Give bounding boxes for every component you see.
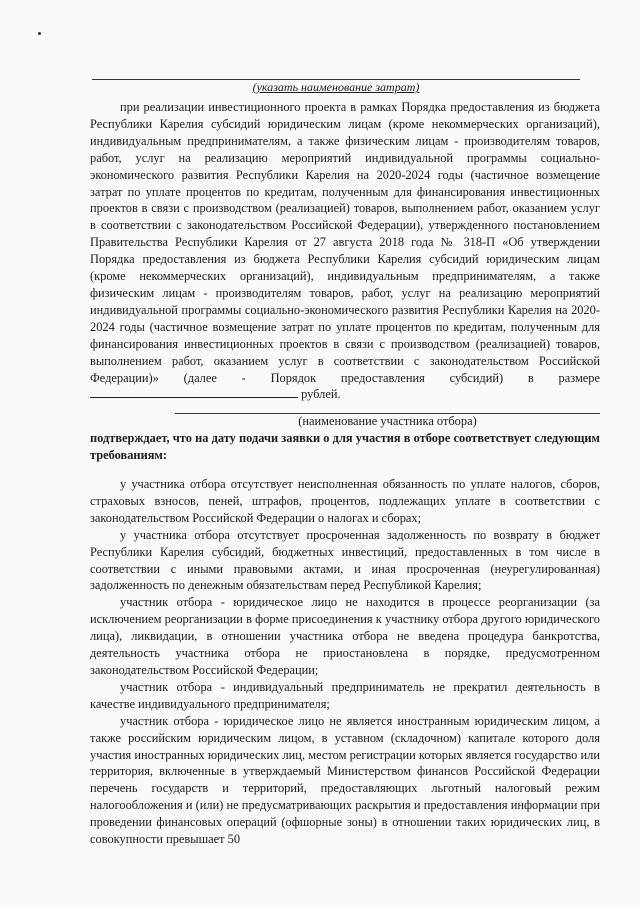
currency-label: рублей. [301, 387, 341, 402]
requirements-list [90, 476, 600, 848]
requirement-item: участник отбора - индивидуальный предприниматель не прекратил деятельность в качестве индивидуального предпринимателя; [90, 679, 600, 711]
expense-name-caption: (указать наименование затрат) [252, 80, 420, 94]
scan-dot [38, 32, 41, 35]
requirement-item: участник отбора - юридическое лицо не находится в процессе реорганизации (за исключением реорганизации в форме присоединения к участнику отбора другого юридического лица), ликвидации, в отношении участника отбора не введена процедура банкротства, деятельность участника отбора не приостановлена в порядке, предусмотренном законодательством Российской Федерации; [90, 595, 600, 677]
intro-paragraph-block [90, 99, 600, 403]
intro-text: при реализации инвестиционного проекта в рамках Порядка предоставления из бюджета Республики Карелия субсидий юридическим лицам (кроме некоммерческих организаций), индивидуальным предпринимателям, а также физическим лицам - производителям товаров, работ, услуг на реализацию мероприятий индивидуальной программы социально-экономического развития Республики Карелия на 2020-2024 годы (частичное возмещение затрат по уплате процентов по кредитам, полученным для финансирования инвестиционных проектов в связи с производством (реализацией) товаров, выполнением работ, оказанием услуг в соответствии с законодательством Российской Федерации), утвержденного постановлением Правительства Республики Карелия от 27 августа 2018 года № 318-П «Об утверждении Порядка предоставления из бюджета Республики Карелия субсидий юридическим лицам (кроме некоммерческих организаций), индивидуальным предпринимателям, а также физическим лицам - производителям товаров, работ, услуг на реализацию мероприятий индивидуальной программы социально-экономического развития Республики Карелия на 2020-2024 годы (частичное возмещение затрат по уплате процентов по кредитам, полученным для финансирования инвестиционных проектов в связи с производством (реализацией) товаров, выполнением работ, оказанием услуг в соответствии с законодательством Российской Федерации)» (далее - Порядок предоставления субсидий) в размере [90, 100, 600, 385]
requirement-item: у участника отбора отсутствует просроченная задолженность по возврату в бюджет Республики Карелия субсидий, бюджетных инвестиций, предоставленных в том числе в соответствии с иными правовыми актами, и иная просроченная (неурегулированная) задолженность по денежным обязательствам перед Республикой Карелия; [90, 527, 600, 593]
amount-fill-line [90, 387, 298, 398]
confirmation-heading: подтверждает, что на дату подачи заявки о для участия в отборе соответствует следующим требованиям: [90, 431, 600, 462]
requirement-item: участник отбора - юридическое лицо не является иностранным юридическим лицом, а также российским юридическим лицом, в уставном (складочном) капитале которого доля участия иностранных юридических лиц, местом регистрации которых является государство или территория, включенные в утверждаемый Министерством финансов Российской Федерации перечень государств и территорий, предоставляющих льготный налоговый режим налогообложения и (или) не предусматривающих раскрытия и предоставления информации при проведении финансовых операций (офшорные зоны) в отношении таких юридических лиц, в совокупности превышает 50 [90, 713, 600, 847]
requirement-item: у участника отбора отсутствует неисполненная обязанность по уплате налогов, сборов, страховых взносов, пеней, штрафов, процентов, подлежащих уплате в соответствии с законодательством Российской Федерации о налогах и сборах; [90, 477, 600, 525]
intro-paragraph [90, 99, 600, 403]
participant-name-caption: (наименование участника отбора) [298, 414, 477, 428]
